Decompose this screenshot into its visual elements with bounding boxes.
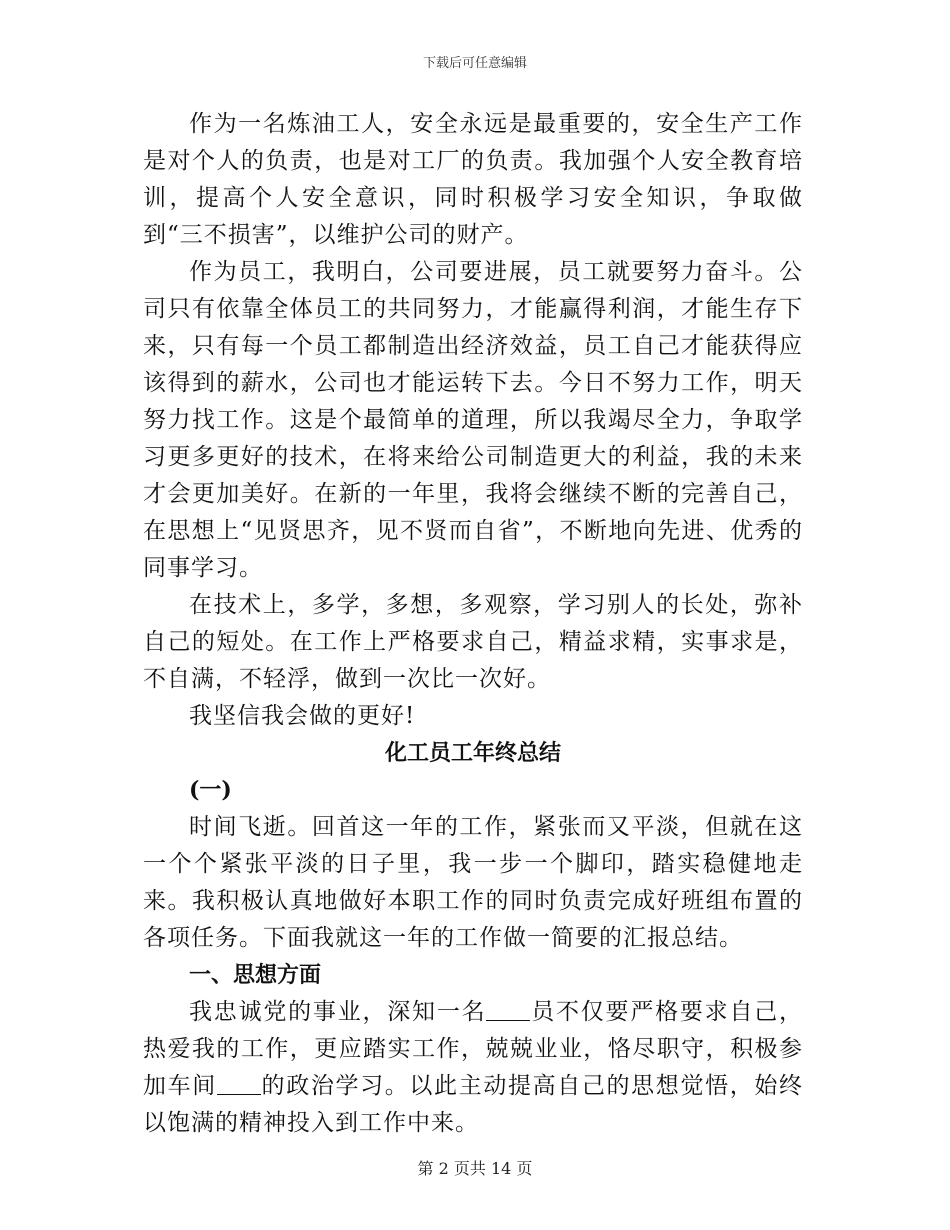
thought-text-2: 员不仅要严格要求自己，热爱我的工作，更应踏实工作，兢兢业业，恪尽职守，积极参加车间 — [143, 999, 804, 1099]
paragraph-employee: 作为员工，我明白，公司要进展，员工就要努力奋斗。公司只有依靠全体员工的共同努力，才能赢得利润，才能生存下来，只有每一个员工都制造出经济效益，员工自己才能获得应该得到的薪水，公司也才能运转下去。今日不努力工作，明天努力找工作。这是个最简单的道理，所以我竭尽全力，争取学习更多更好的技术，在将来给公司制造更大的利益，我的未来才会更加美好。在新的一年里，我将会继续不断的完善自己，在思想上“见贤思齐，见不贤而自省”，不断地向先进、优秀的同事学习。 — [143, 259, 803, 581]
page-header: 下载后可任意编辑 — [422, 56, 527, 71]
paragraph-technique: 在技术上，多学，多想，多观察，学习别人的长处，弥补自己的短处。在工作上严格要求自己，精益求精，实事求是，不自满，不轻浮，做到一次比一次好。 — [143, 592, 803, 692]
thought-text-3: 的政治学习。以此主动提高自己的思想觉悟，始终以饱满的精神投入到工作中来。 — [143, 1073, 804, 1136]
paragraph-safety: 作为一名炼油工人，安全永远是最重要的，安全生产工作是对个人的负责，也是对工厂的负责。我加强个人安全教育培训，提高个人安全意识，同时积极学习安全知识，争取做到“三不损害”，以维护公司的财产。 — [143, 111, 803, 248]
paragraph-intro: 时间飞逝。回首这一年的工作，紧张而又平淡，但就在这一个个紧张平淡的日子里，我一步一个脚印，踏实稳健地走来。我积极认真地做好本职工作的同时负责完成好班组布置的各项任务。下面我就这一年的工作做一简要的汇报总结。 — [143, 814, 803, 951]
part-label: (一) — [189, 777, 232, 803]
blank-line — [486, 997, 530, 1021]
heading-thought: 一、思想方面 — [189, 962, 322, 988]
section-title: 化工员工年终总结 — [384, 740, 561, 766]
page-footer: 第 2 页共 14 页 — [417, 1159, 533, 1178]
thought-text-1: 我忠诚党的事业，深知一名 — [189, 999, 487, 1025]
blank-line — [217, 1071, 261, 1095]
document-body — [143, 106, 803, 1142]
paragraph-thought — [143, 994, 803, 1142]
paragraph-confidence: 我坚信我会做的更好! — [189, 703, 416, 729]
